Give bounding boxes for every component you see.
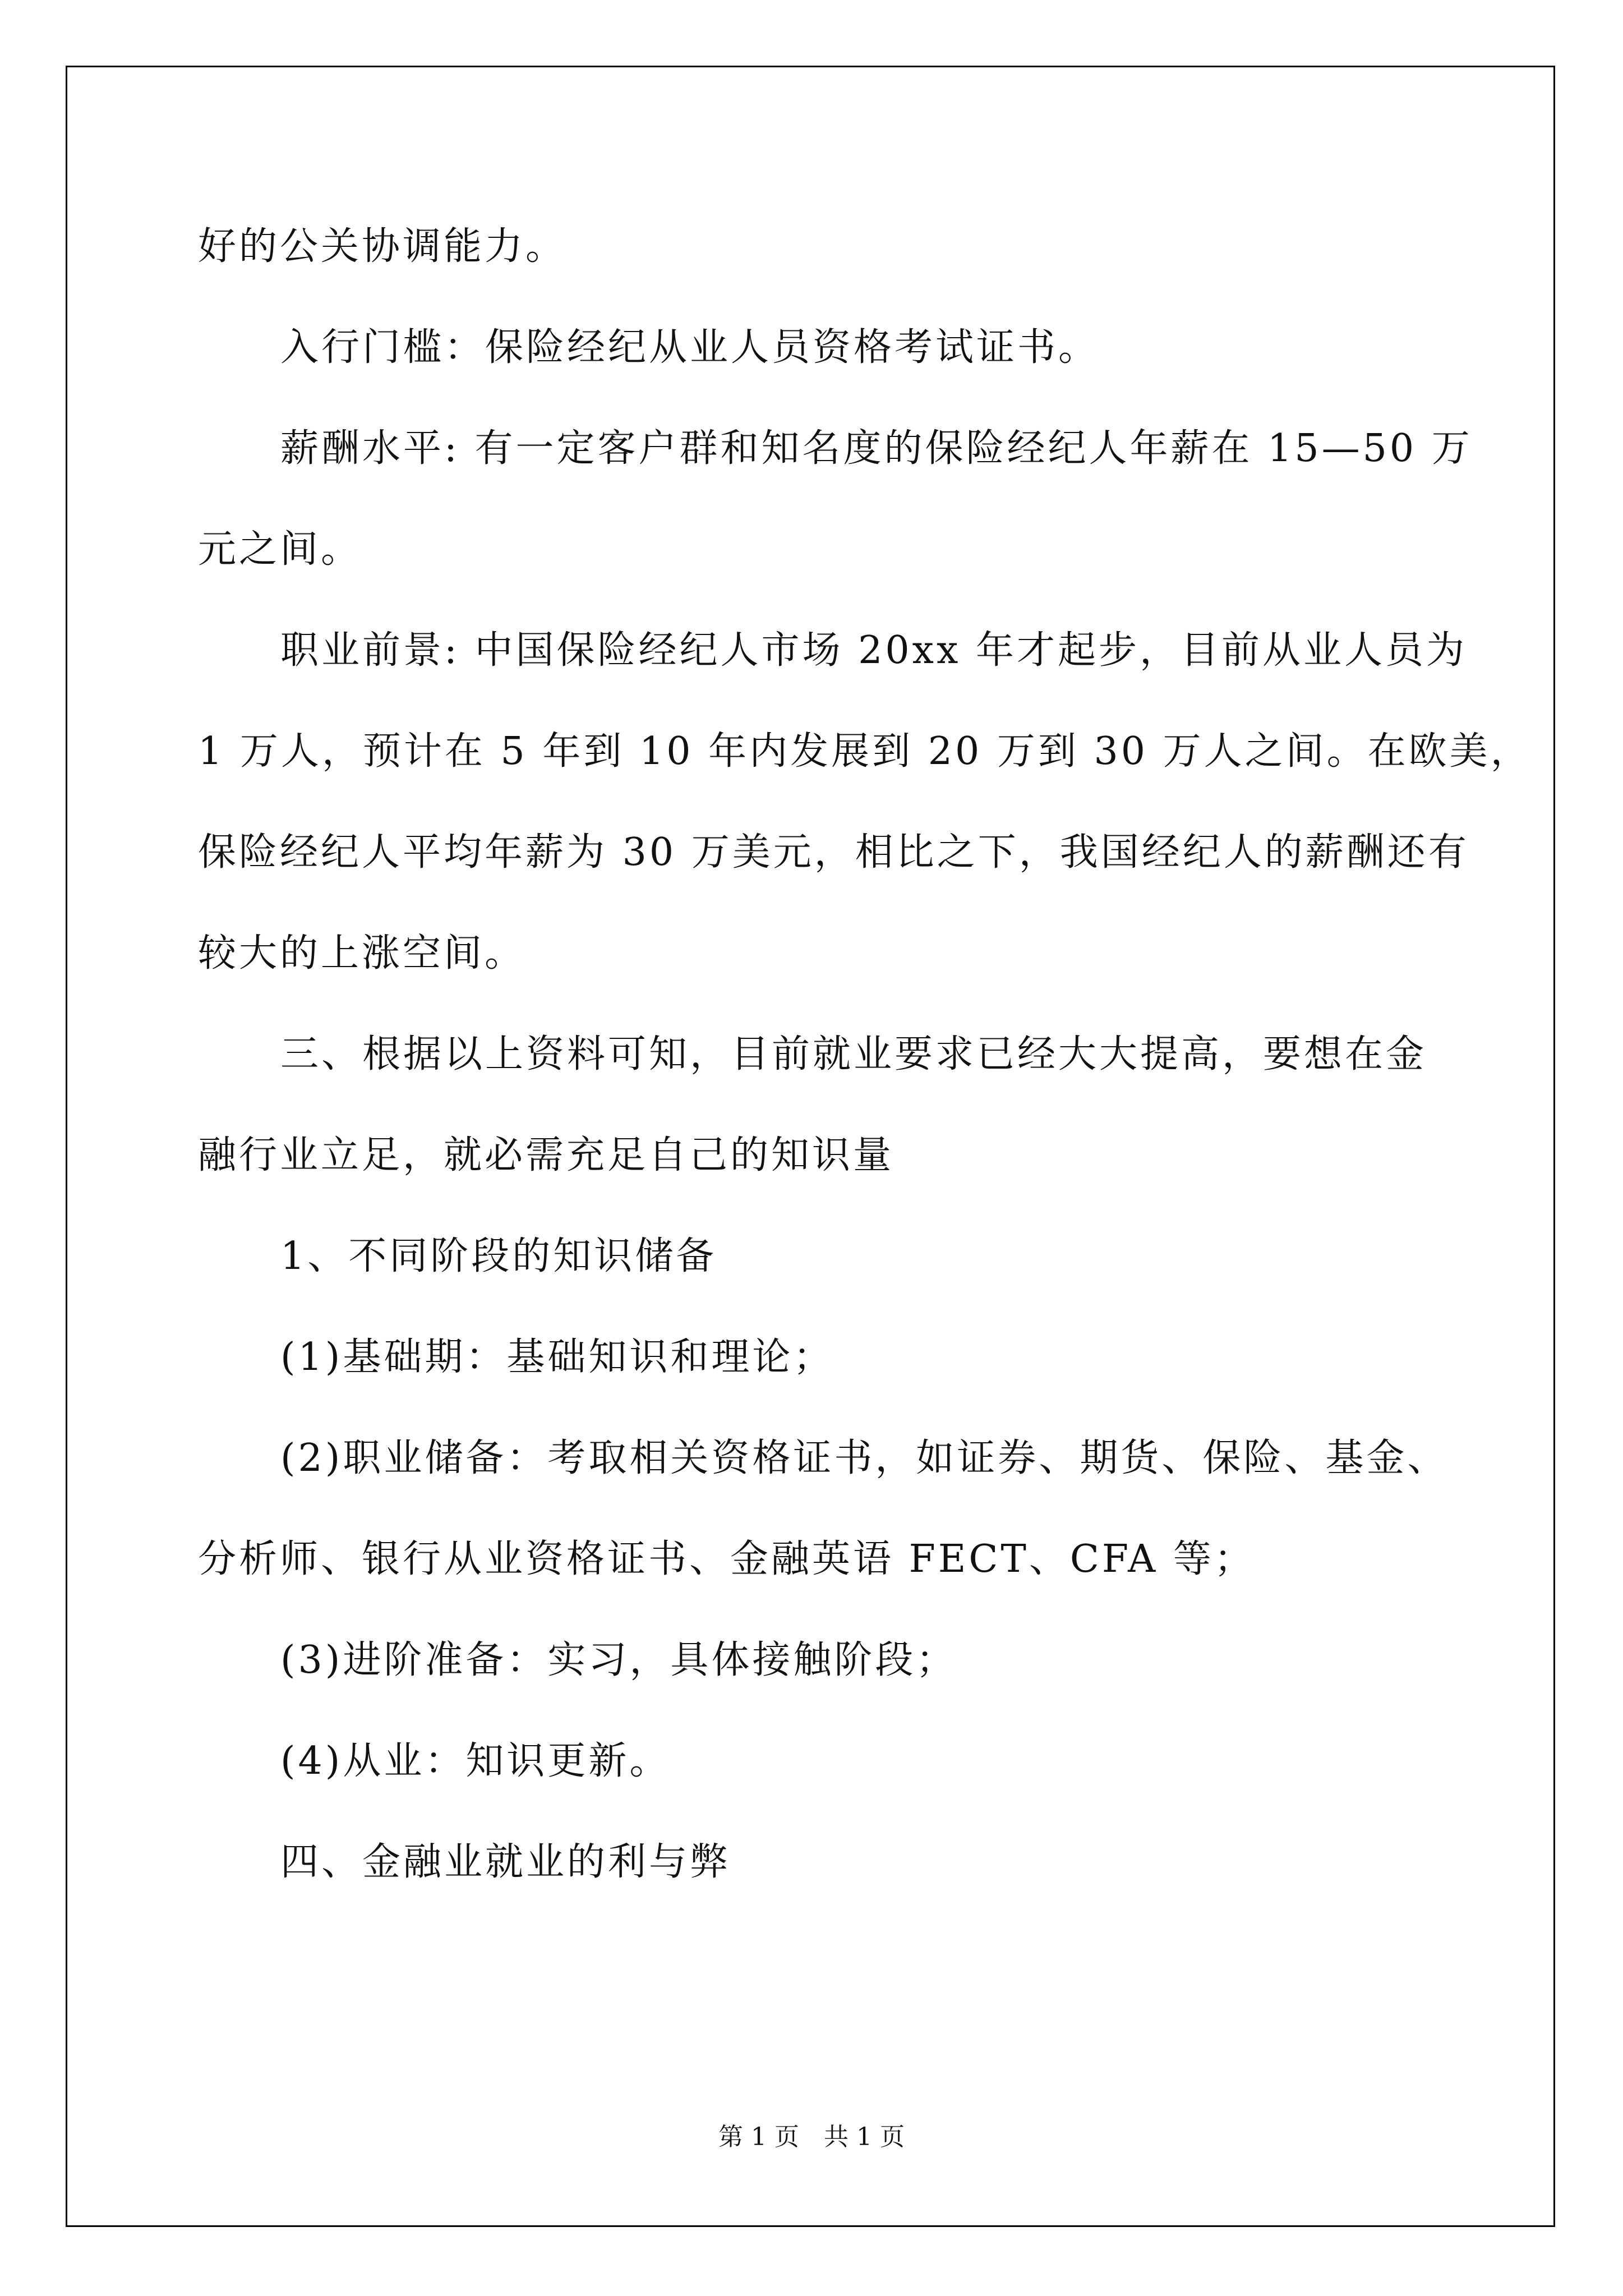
text-line: 好的公关协调能力。 [198, 224, 567, 269]
text-line: (2)职业储备：考取相关资格证书，如证券、期货、保险、基金、 [280, 1436, 1449, 1480]
text-line: 1、不同阶段的知识储备 [280, 1234, 717, 1278]
text-line: 三、根据以上资料可知，目前就业要求已经大大提高，要想在金 [280, 1032, 1427, 1076]
text-line: 元之间。 [198, 527, 362, 572]
text-line: (1)基础期：基础知识和理论； [280, 1335, 834, 1379]
text-line: 保险经纪人平均年薪为 30 万美元，相比之下，我国经纪人的薪酬还有 [198, 830, 1469, 875]
text-line: 较大的上涨空间。 [198, 931, 526, 976]
text-line: (3)进阶准备：实习，具体接触阶段； [280, 1638, 957, 1682]
page-number: 第 1 页 共 1 页 [718, 2123, 905, 2151]
text-line: 1 万人，预计在 5 年到 10 年内发展到 20 万到 30 万人之间。在欧美， [198, 729, 1532, 774]
text-line: 融行业立足，就必需充足自己的知识量 [198, 1133, 895, 1177]
text-line: 职业前景: 中国保险经纪人市场 20xx 年才起步，目前从业人员为 [280, 628, 1467, 673]
text-line: 薪酬水平: 有一定客户群和知名度的保险经纪人年薪在 15—50 万 [280, 426, 1473, 471]
text-line: 入行门槛：保险经纪从业人员资格考试证书。 [280, 325, 1100, 370]
text-line: 分析师、银行从业资格证书、金融英语 FECT、CFA 等； [198, 1537, 1255, 1581]
text-line: 四、金融业就业的利与弊 [280, 1840, 731, 1884]
text-line: (4)从业：知识更新。 [280, 1739, 671, 1783]
